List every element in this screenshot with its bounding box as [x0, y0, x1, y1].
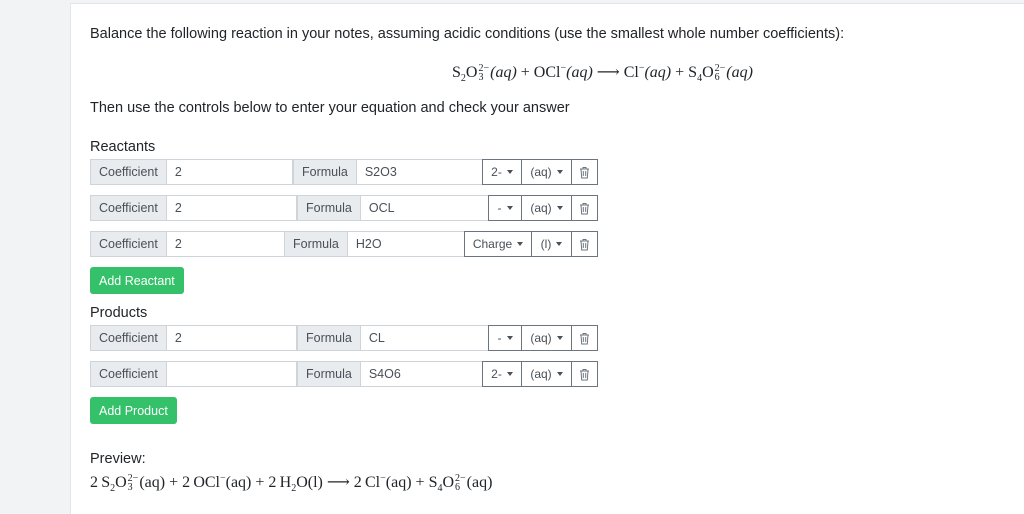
delete-button[interactable]: [572, 325, 598, 351]
trash-icon: [579, 166, 590, 179]
state-dropdown[interactable]: (aq): [522, 325, 572, 351]
formula-input[interactable]: H2O: [348, 231, 465, 257]
coefficient-label: Coefficient: [90, 159, 167, 185]
coefficient-input[interactable]: 2: [167, 159, 293, 185]
delete-button[interactable]: [572, 231, 598, 257]
charge-dropdown[interactable]: 2-: [482, 361, 522, 387]
product-row: [90, 361, 297, 387]
preview-equation: 2 $S_2O$ 2− 3 (aq) + 2 OCl−(aq) + 2 $H_2O(l)$ ⟶ 2 $Cl^-(aq) + S_4O$ 2− 6 (aq): [90, 472, 493, 495]
product-row: [90, 325, 297, 351]
instructions-text: Balance the following reaction in your notes, assuming acidic conditions (use the smallest whole number coefficients):: [90, 26, 845, 42]
reactant-row: [90, 195, 297, 221]
add-product-button[interactable]: Add Product: [90, 397, 177, 424]
state-dropdown[interactable]: (aq): [522, 361, 572, 387]
state-dropdown[interactable]: (aq): [522, 159, 572, 185]
reactant-formula-group: [293, 159, 489, 185]
charge-dropdown[interactable]: Charge: [464, 231, 532, 257]
coefficient-input[interactable]: 2: [167, 231, 285, 257]
coefficient-label: Coefficient: [90, 325, 167, 351]
coefficient-input[interactable]: 2: [167, 325, 297, 351]
formula-input[interactable]: CL: [361, 325, 493, 351]
delete-button[interactable]: [572, 195, 598, 221]
formula-label: Formula: [297, 195, 361, 221]
coefficient-label: Coefficient: [90, 231, 167, 257]
target-equation: $S_2O$ 2− 3 (aq) + OCl−(aq) ⟶ $Cl^-(aq) + S_4O$ 2− 6 (aq): [452, 62, 753, 85]
add-reactant-button[interactable]: Add Reactant: [90, 267, 184, 294]
delete-button[interactable]: [572, 361, 598, 387]
reactant-formula-group: [284, 231, 465, 257]
controls-hint: Then use the controls below to enter your equation and check your answer: [90, 100, 570, 116]
coefficient-label: Coefficient: [90, 195, 167, 221]
trash-icon: [579, 202, 590, 215]
reactants-heading: Reactants: [90, 139, 156, 155]
trash-icon: [579, 368, 590, 381]
coefficient-input[interactable]: [167, 361, 297, 387]
product-formula-group: [297, 325, 493, 351]
product-formula-group: [297, 361, 487, 387]
formula-label: Formula: [284, 231, 348, 257]
coefficient-label: Coefficient: [90, 361, 167, 387]
reactant-row: [90, 159, 293, 185]
delete-button[interactable]: [572, 159, 598, 185]
charge-dropdown[interactable]: -: [488, 195, 522, 221]
charge-dropdown[interactable]: -: [488, 325, 522, 351]
formula-input[interactable]: S2O3: [357, 159, 489, 185]
state-dropdown[interactable]: (aq): [522, 195, 572, 221]
reactant-formula-group: [297, 195, 493, 221]
formula-label: Formula: [293, 159, 357, 185]
charge-dropdown[interactable]: 2-: [482, 159, 522, 185]
state-dropdown[interactable]: (l): [532, 231, 572, 257]
formula-label: Formula: [297, 325, 361, 351]
reactant-row: [90, 231, 285, 257]
products-heading: Products: [90, 305, 148, 321]
formula-input[interactable]: OCL: [361, 195, 493, 221]
trash-icon: [579, 238, 590, 251]
formula-label: Formula: [297, 361, 361, 387]
formula-input[interactable]: S4O6: [361, 361, 487, 387]
coefficient-input[interactable]: 2: [167, 195, 297, 221]
preview-label: Preview:: [90, 451, 146, 467]
trash-icon: [579, 332, 590, 345]
